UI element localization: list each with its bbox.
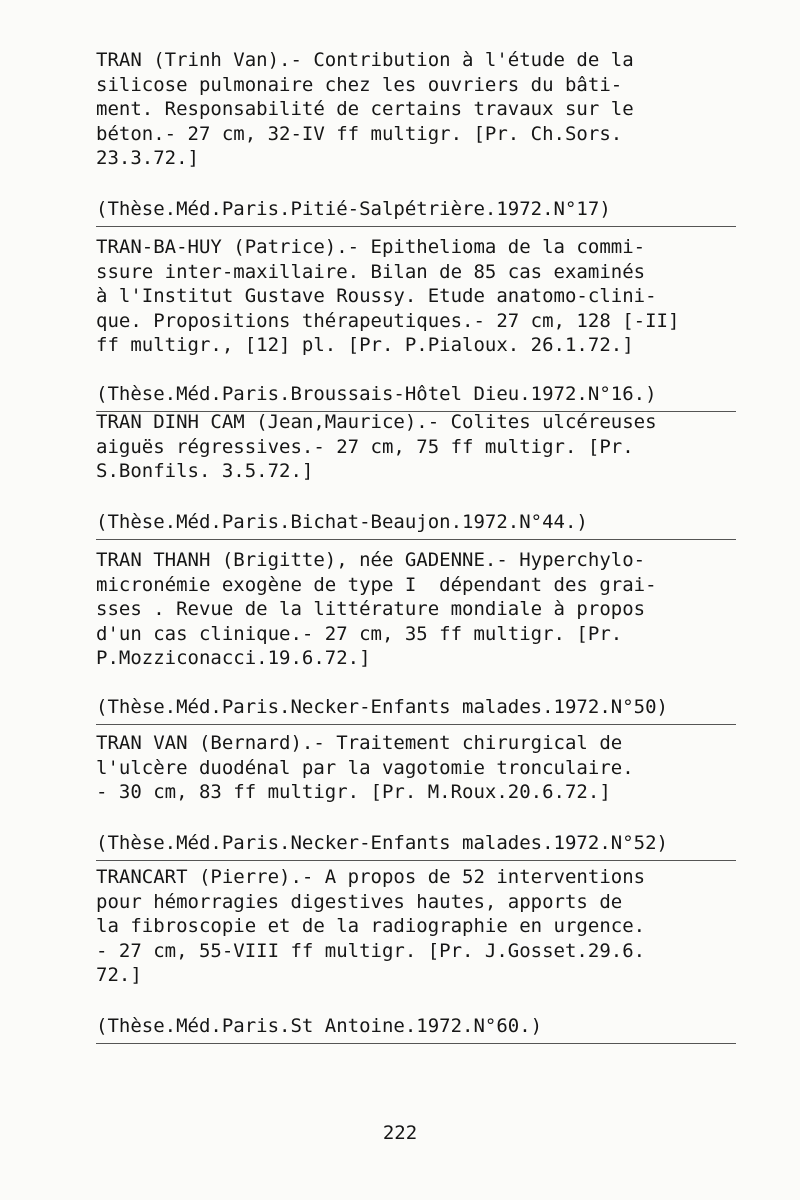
entry-5 <box>96 731 716 805</box>
entry-line: - 27 cm, 55-VIII ff multigr. [Pr. J.Gosset.29.6. <box>96 939 646 962</box>
entry-line: d'un cas clinique.- 27 cm, 35 ff multigr. [Pr. <box>96 622 623 645</box>
entry-line: - 30 cm, 83 ff multigr. [Pr. M.Roux.20.6.72.] <box>96 781 611 803</box>
page-number: 222 <box>382 1122 418 1144</box>
entry-3 <box>96 410 716 484</box>
entry-line: béton.- 27 cm, 32-IV ff multigr. [Pr. Ch.Sors. <box>96 122 623 145</box>
entry-line: S.Bonfils. 3.5.72.] <box>96 460 314 482</box>
entry-line: TRAN-BA-HUY (Patrice).- Epithelioma de la commi- <box>96 236 646 258</box>
entry-line: TRAN DINH CAM (Jean,Maurice).- Colites ulcéreuses <box>96 411 657 433</box>
thesis-reference: (Thèse.Méd.Paris.Bichat-Beaujon.1972.N°44.) <box>96 510 716 535</box>
entry-line: micronémie exogène de type I dépendant des grai- <box>96 573 657 596</box>
entry-line: 72.] <box>96 964 142 986</box>
entry-line: que. Propositions thérapeutiques.- 27 cm, 128 [-II] <box>96 309 680 332</box>
entry-line: ssure inter-maxillaire. Bilan de 85 cas examinés <box>96 260 646 283</box>
entry-line: 23.3.72.] <box>96 147 199 169</box>
entry-line: la fibroscopie et de la radiographie en urgence. <box>96 915 646 937</box>
entry-4 <box>96 548 716 671</box>
entry-line: P.Mozziconacci.19.6.72.] <box>96 647 371 669</box>
entry-line: l'ulcère duodénal par la vagotomie tronculaire. <box>96 756 634 779</box>
entry-line: TRAN THANH (Brigitte), née GADENNE.- Hyperchylo- <box>96 549 646 571</box>
thesis-reference: (Thèse.Méd.Paris.Necker-Enfants malades.1972.N°52) <box>96 831 716 856</box>
thesis-reference: (Thèse.Méd.Paris.Broussais-Hôtel Dieu.1972.N°16.) <box>96 382 716 407</box>
thesis-reference: (Thèse.Méd.Paris.Necker-Enfants malades.1972.N°50) <box>96 695 716 720</box>
entry-line: à l'Institut Gustave Roussy. Etude anatomo-clini- <box>96 285 657 307</box>
entry-line: aiguës régressives.- 27 cm, 75 ff multigr. [Pr. <box>96 435 634 458</box>
entry-6 <box>96 865 716 988</box>
entry-line: TRANCART (Pierre).- A propos de 52 interventions <box>96 866 646 888</box>
entry-1 <box>96 48 716 171</box>
entry-line: silicose pulmonaire chez les ouvriers du bâti- <box>96 73 623 96</box>
thesis-reference: (Thèse.Méd.Paris.St Antoine.1972.N°60.) <box>96 1014 716 1039</box>
entry-2 <box>96 235 716 358</box>
document-page <box>96 48 716 1038</box>
thesis-reference: (Thèse.Méd.Paris.Pitié-Salpétrière.1972.N°17) <box>96 197 716 222</box>
entry-line: TRAN (Trinh Van).- Contribution à l'étude de la <box>96 49 634 71</box>
entry-line: ff multigr., [12] pl. [Pr. P.Pialoux. 26.1.72.] <box>96 334 634 356</box>
entry-line: sses . Revue de la littérature mondiale à propos <box>96 598 646 620</box>
entry-line: TRAN VAN (Bernard).- Traitement chirurgical de <box>96 732 623 754</box>
entry-line: ment. Responsabilité de certains travaux sur le <box>96 98 634 120</box>
entry-line: pour hémorragies digestives hautes, apports de <box>96 890 623 913</box>
